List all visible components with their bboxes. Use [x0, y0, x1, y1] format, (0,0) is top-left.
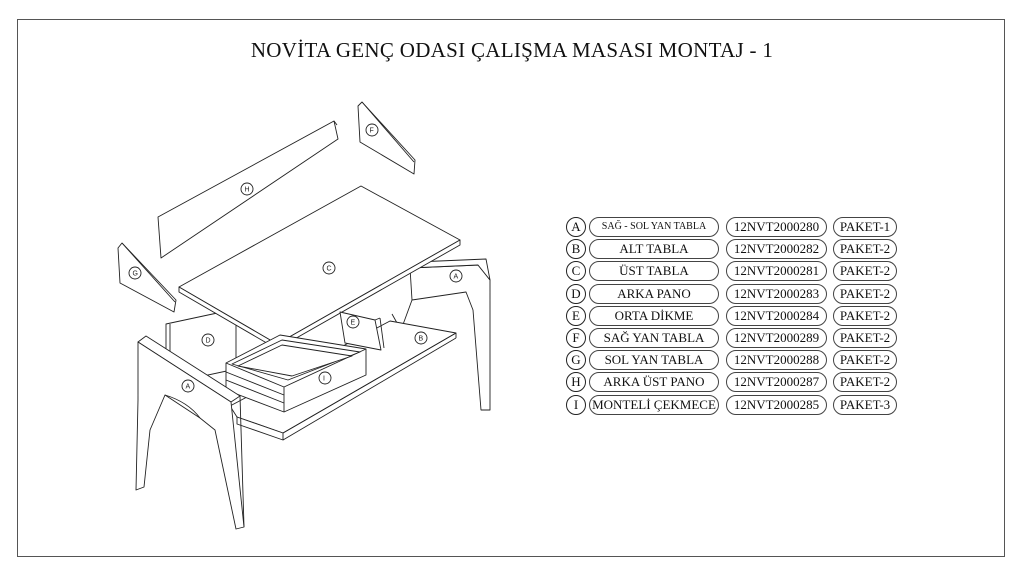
callout-g: G	[132, 270, 138, 278]
part-package: PAKET-3	[833, 395, 897, 415]
callout-a-left: A	[185, 383, 191, 391]
part-letter: F	[566, 328, 586, 348]
part-name: ÜST TABLA	[589, 261, 719, 281]
part-code: 12NVT2000287	[726, 372, 827, 392]
part-letter: A	[566, 217, 586, 237]
part-name: ARKA PANO	[589, 284, 719, 304]
part-name: ORTA DİKME	[589, 306, 719, 326]
part-letter: G	[566, 350, 586, 370]
part-code: 12NVT2000280	[726, 217, 827, 237]
callout-b: B	[418, 335, 424, 343]
part-package: PAKET-2	[833, 372, 897, 392]
callout-e: E	[350, 319, 356, 327]
page-title: NOVİTA GENÇ ODASI ÇALIŞMA MASASI MONTAJ - 1	[250, 38, 774, 62]
part-code: 12NVT2000283	[726, 284, 827, 304]
part-f-right-side-panel	[358, 102, 415, 174]
callout-d: D	[205, 337, 211, 345]
callout-a-right: A	[453, 273, 459, 281]
part-code: 12NVT2000288	[726, 350, 827, 370]
part-name: ARKA ÜST PANO	[589, 372, 719, 392]
part-package: PAKET-2	[833, 239, 897, 259]
part-letter: I	[566, 395, 586, 415]
part-name: MONTELİ ÇEKMECE	[589, 395, 719, 415]
part-code: 12NVT2000282	[726, 239, 827, 259]
part-letter: E	[566, 306, 586, 326]
part-code: 12NVT2000285	[726, 395, 827, 415]
part-name: SAĞ - SOL YAN TABLA	[589, 217, 719, 237]
callout-c: C	[326, 265, 332, 273]
part-package: PAKET-2	[833, 350, 897, 370]
part-letter: C	[566, 261, 586, 281]
part-letter: H	[566, 372, 586, 392]
callout-i: I	[323, 375, 325, 383]
part-code: 12NVT2000289	[726, 328, 827, 348]
callout-f: F	[369, 127, 374, 135]
part-name: SOL YAN TABLA	[589, 350, 719, 370]
part-code: 12NVT2000281	[726, 261, 827, 281]
part-name: ALT TABLA	[589, 239, 719, 259]
part-package: PAKET-2	[833, 284, 897, 304]
part-code: 12NVT2000284	[726, 306, 827, 326]
part-letter: D	[566, 284, 586, 304]
part-package: PAKET-2	[833, 261, 897, 281]
part-package: PAKET-1	[833, 217, 897, 237]
part-package: PAKET-2	[833, 328, 897, 348]
part-name: SAĞ YAN TABLA	[589, 328, 719, 348]
part-letter: B	[566, 239, 586, 259]
part-package: PAKET-2	[833, 306, 897, 326]
callout-h: H	[244, 186, 250, 194]
